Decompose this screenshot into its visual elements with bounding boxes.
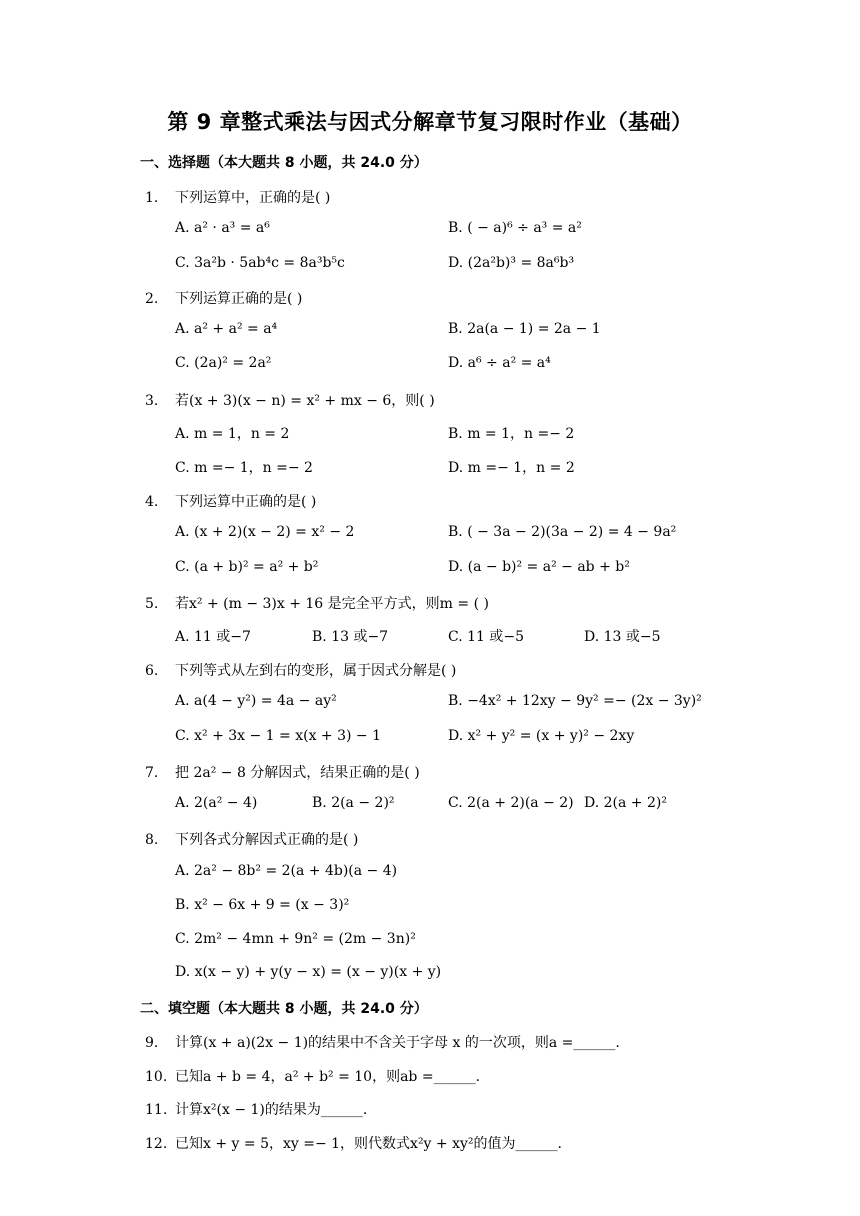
question-7: 7. 把 2a² − 8 分解因式，结果正确的是( ) [145, 765, 420, 781]
question-5: 5. 若x² + (m − 3)x + 16 是完全平方式，则m = ( ) [145, 596, 489, 612]
option-7a: A. 2(a² − 4) [175, 795, 258, 811]
option-8b: B. x² − 6x + 9 = (x − 3)² [175, 897, 350, 913]
option-3c: C. m =− 1，n =− 2 [175, 460, 313, 476]
option-2b: B. 2a(a − 1) = 2a − 1 [448, 321, 601, 337]
option-4d: D. (a − b)² = a² − ab + b² [448, 559, 630, 575]
option-7d: D. 2(a + 2)² [584, 795, 667, 811]
option-1d: D. (2a²b)³ = 8a⁶b³ [448, 255, 575, 271]
option-7b: B. 2(a − 2)² [312, 795, 395, 811]
section-choice-heading: 一、选择题（本大题共 8 小题，共 24.0 分） [140, 155, 428, 171]
question-2: 2. 下列运算正确的是( ) [145, 291, 303, 307]
question-12: 12. 已知x + y = 5，xy =− 1，则代数式x²y + xy²的值为______. [145, 1136, 562, 1152]
option-6b: B. −4x² + 12xy − 9y² =− (2x − 3y)² [448, 693, 702, 709]
question-11: 11. 计算x²(x − 1)的结果为______. [145, 1102, 368, 1118]
option-8d: D. x(x − y) + y(y − x) = (x − y)(x + y) [175, 964, 442, 980]
option-5b: B. 13 或−7 [312, 629, 389, 645]
option-8a: A. 2a² − 8b² = 2(a + 4b)(a − 4) [175, 863, 398, 879]
section-fill-heading: 二、填空题（本大题共 8 小题，共 24.0 分） [140, 1001, 428, 1017]
option-2d: D. a⁶ ÷ a² = a⁴ [448, 355, 551, 371]
question-4: 4. 下列运算中正确的是( ) [145, 494, 317, 510]
question-9: 9. 计算(x + a)(2x − 1)的结果中不含关于字母 x 的一次项，则a =______. [145, 1035, 620, 1051]
option-3b: B. m = 1，n =− 2 [448, 426, 575, 442]
option-6d: D. x² + y² = (x + y)² − 2xy [448, 728, 635, 744]
option-3d: D. m =− 1，n = 2 [448, 460, 575, 476]
question-10: 10. 已知a + b = 4，a² + b² = 10，则ab =______. [145, 1069, 481, 1085]
question-3: 3. 若(x + 3)(x − n) = x² + mx − 6，则( ) [145, 393, 435, 409]
option-1c: C. 3a²b · 5ab⁴c = 8a³b⁵c [175, 255, 345, 271]
question-6: 6. 下列等式从左到右的变形，属于因式分解是( ) [145, 663, 457, 679]
page-title: 第 9 章整式乘法与因式分解章节复习限时作业（基础） [167, 110, 693, 134]
question-1: 1. 下列运算中，正确的是( ) [145, 190, 331, 206]
option-8c: C. 2m² − 4mn + 9n² = (2m − 3n)² [175, 931, 416, 947]
option-2a: A. a² + a² = a⁴ [175, 321, 278, 337]
option-4b: B. ( − 3a − 2)(3a − 2) = 4 − 9a² [448, 524, 677, 540]
option-1b: B. ( − a)⁶ ÷ a³ = a² [448, 220, 582, 236]
option-7c: C. 2(a + 2)(a − 2) [448, 795, 574, 811]
question-8: 8. 下列各式分解因式正确的是( ) [145, 832, 359, 848]
option-5a: A. 11 或−7 [175, 629, 251, 645]
option-1a: A. a² · a³ = a⁶ [175, 220, 270, 236]
option-4c: C. (a + b)² = a² + b² [175, 559, 319, 575]
option-6a: A. a(4 − y²) = 4a − ay² [175, 693, 337, 709]
option-2c: C. (2a)² = 2a² [175, 355, 272, 371]
option-4a: A. (x + 2)(x − 2) = x² − 2 [175, 524, 355, 540]
option-5d: D. 13 或−5 [584, 629, 661, 645]
option-5c: C. 11 或−5 [448, 629, 525, 645]
option-3a: A. m = 1，n = 2 [175, 426, 290, 442]
option-6c: C. x² + 3x − 1 = x(x + 3) − 1 [175, 728, 382, 744]
